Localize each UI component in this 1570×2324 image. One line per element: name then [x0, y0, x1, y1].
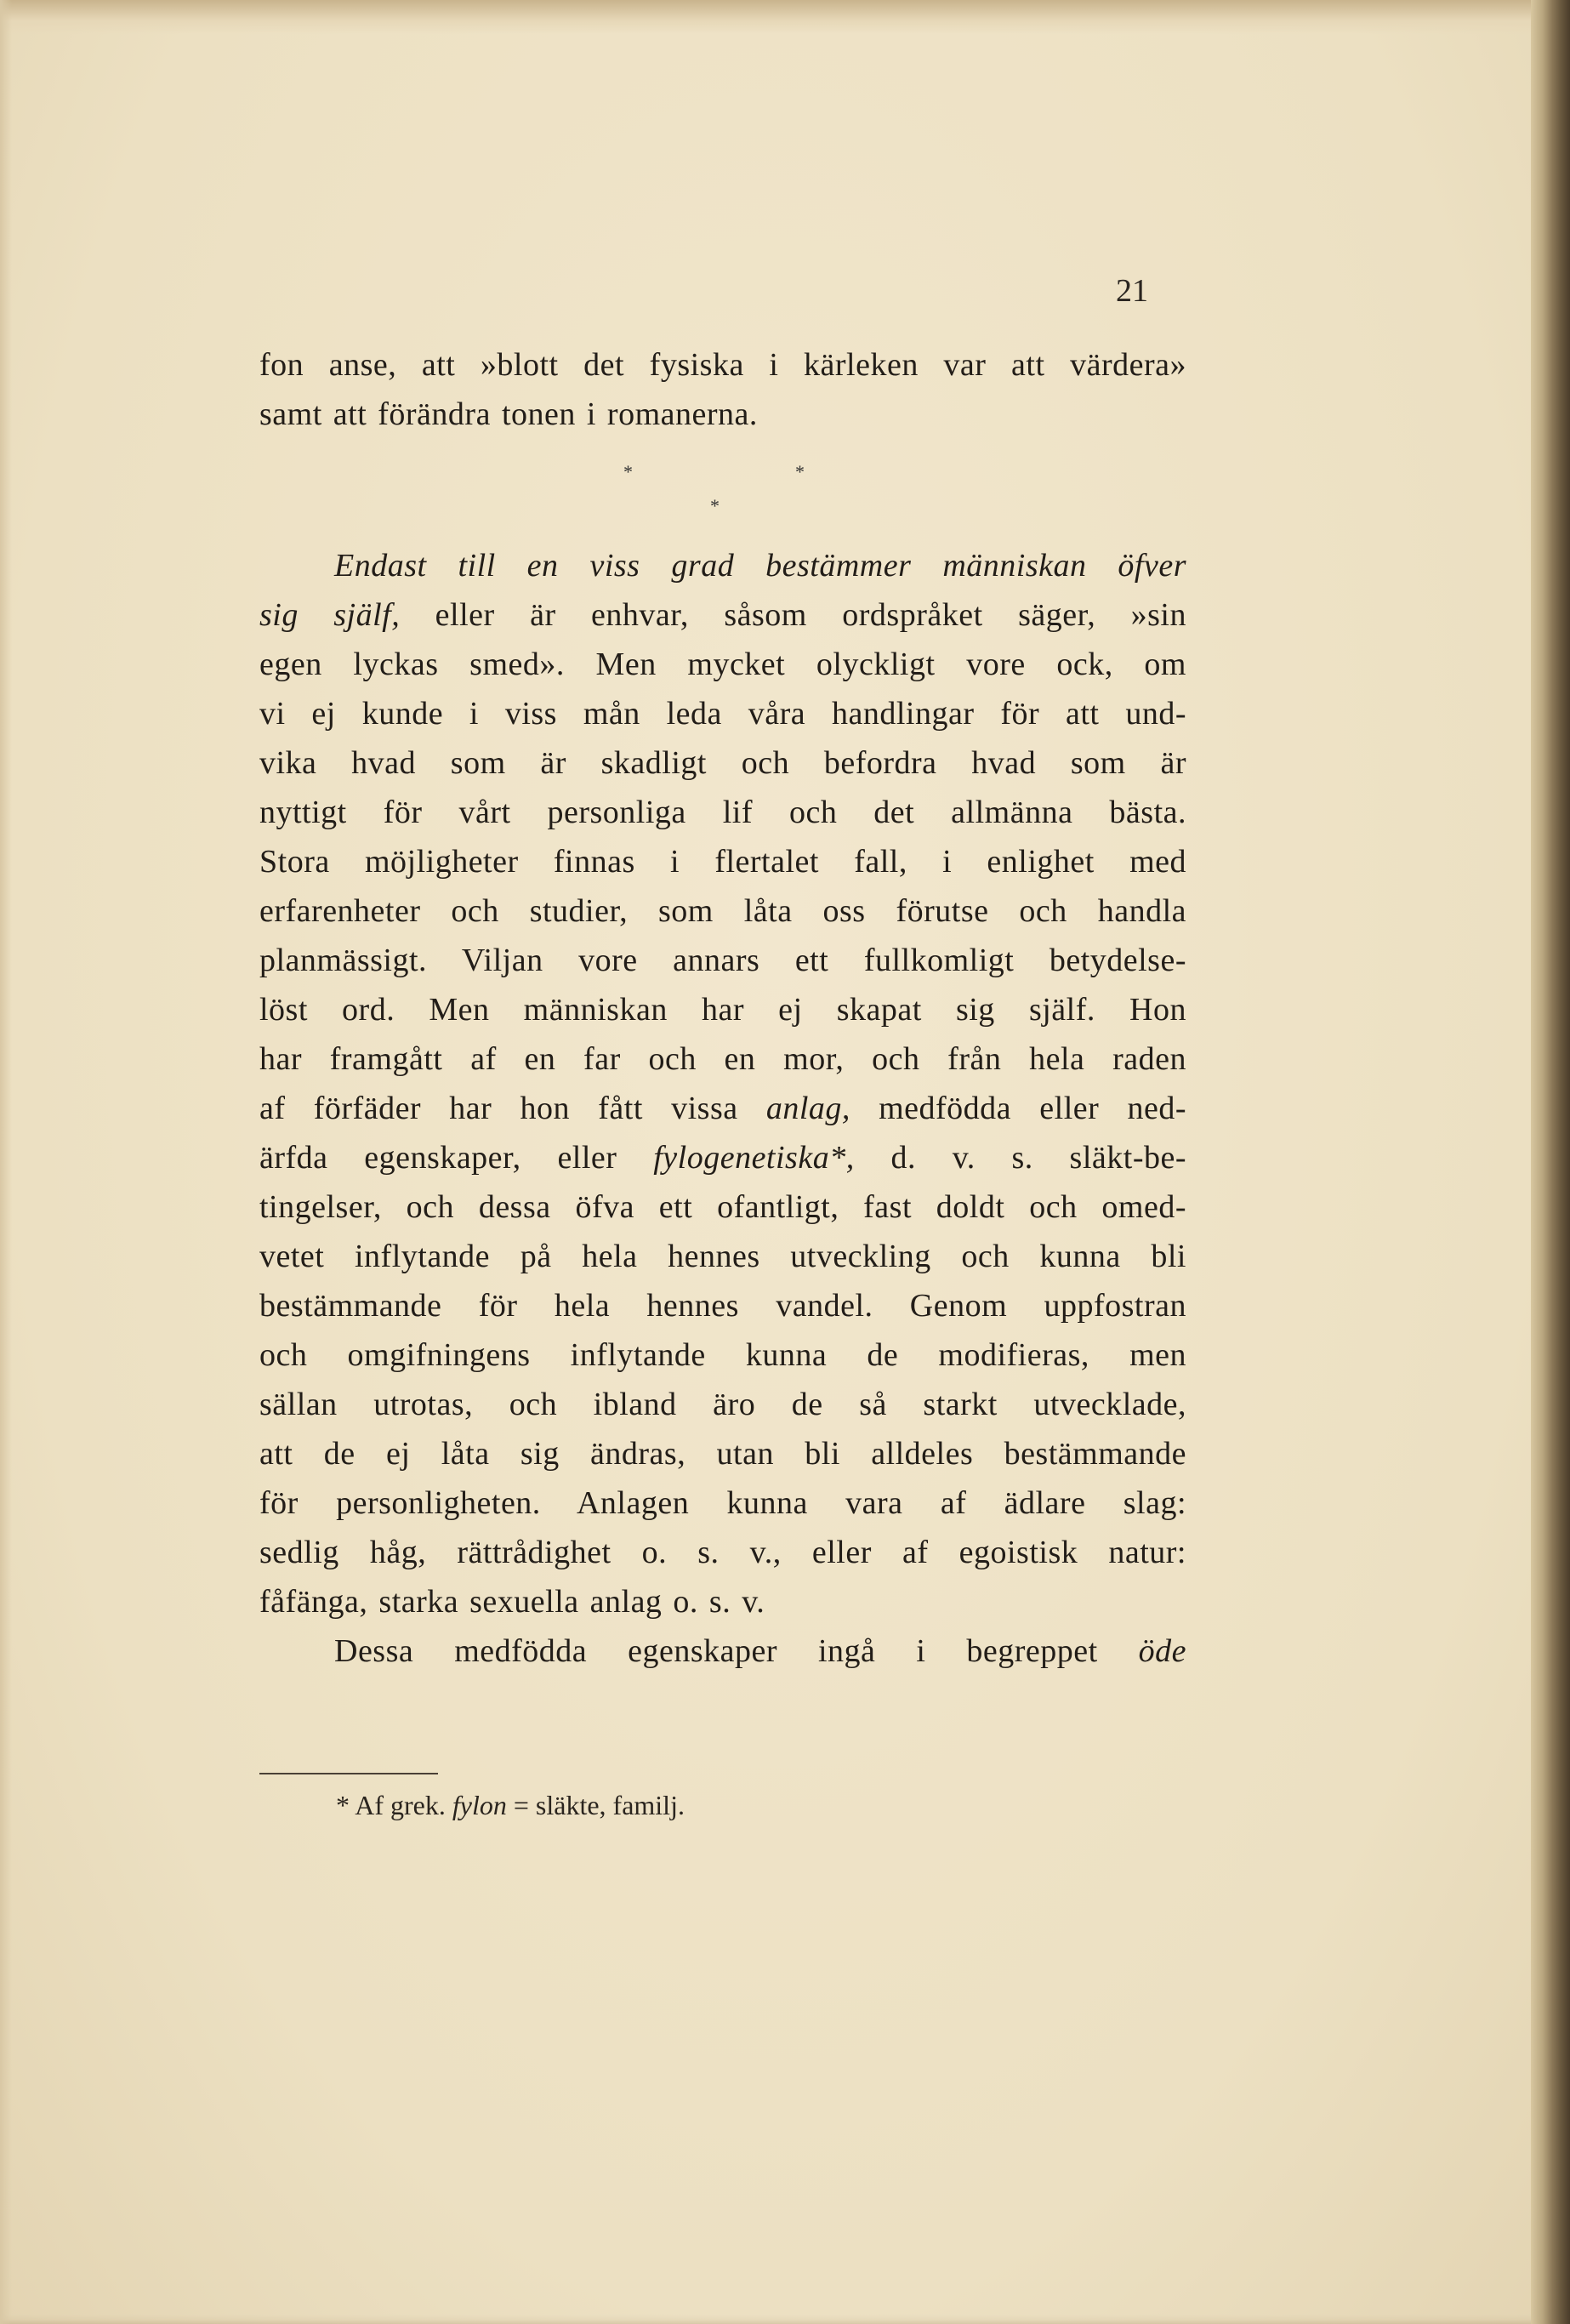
separator-asterisk: *: [795, 461, 805, 482]
plain-text: eller är enhvar, såsom ordspråket säger, »sin: [400, 597, 1186, 633]
emphasis-text: öde: [1138, 1633, 1186, 1669]
footnote-mark: *: [336, 1790, 350, 1820]
text-line: vika hvad som är skadligt och befordra hvad som är: [259, 745, 1186, 781]
text-line: egen lyckas smed». Men mycket olyckligt vore ock, om: [259, 647, 1186, 682]
footnote: [336, 1790, 685, 1821]
plain-text: d. v. s. släkt-be-: [854, 1140, 1187, 1176]
plain-text: ärfda egenskaper, eller: [259, 1140, 654, 1176]
text-line: planmässigt. Viljan vore annars ett fullkomligt betydelse-: [259, 943, 1186, 978]
text-line: tingelser, och dessa öfva ett ofantligt, fast doldt och omed-: [259, 1189, 1186, 1225]
plain-text: medfödda eller ned-: [850, 1091, 1187, 1126]
book-edge: [1531, 0, 1570, 2324]
text-line: fåfänga, starka sexuella anlag o. s. v.: [259, 1584, 765, 1620]
separator-asterisk: *: [623, 461, 634, 482]
page-top-edge: [0, 0, 1548, 34]
footnote-emphasis: fylon: [452, 1790, 507, 1820]
text-line: att de ej låta sig ändras, utan bli alldeles bestämmande: [259, 1436, 1186, 1472]
footnote-text: Af grek.: [350, 1790, 452, 1820]
text-line: löst ord. Men människan har ej skapat sig själf. Hon: [259, 992, 1186, 1028]
page-number: 21: [1116, 273, 1148, 309]
text-line: vetet inflytande på hela hennes utveckling och kunna bli: [259, 1239, 1186, 1274]
plain-text: af förfäder har hon fått vissa: [259, 1091, 766, 1126]
emphasis-text: sig själf,: [259, 597, 401, 633]
text-line: vi ej kunde i viss mån leda våra handlingar för att und-: [259, 696, 1186, 732]
text-line: och omgifningens inflytande kunna de modifieras, men: [259, 1337, 1186, 1373]
text-line: bestämmande för hela hennes vandel. Genom uppfostran: [259, 1288, 1186, 1324]
footnote-text: = släkte, familj.: [506, 1790, 685, 1820]
text-line: erfarenheter och studier, som låta oss förutse och handla: [259, 893, 1186, 929]
text-line: har framgått af en far och en mor, och från hela raden: [259, 1041, 1186, 1077]
emphasis-text: fylogenetiska*,: [653, 1140, 855, 1176]
body-text: [259, 340, 1186, 1676]
text-line: Stora möjligheter finnas i flertalet fall, i enlighet med: [259, 844, 1186, 880]
plain-text: Dessa medfödda egenskaper ingå i begreppet: [334, 1633, 1139, 1669]
text-line: fon anse, att »blott det fysiska i kärleken var att värdera»: [259, 347, 1186, 383]
text-line: sedlig håg, rättrådighet o. s. v., eller af egoistisk natur:: [259, 1535, 1186, 1570]
text-line: samt att förändra tonen i romanerna.: [259, 396, 758, 432]
emphasis-text: Endast till en viss grad bestämmer människan öfver: [334, 548, 1186, 584]
separator-asterisk: *: [710, 495, 720, 516]
footnote-rule: [259, 1773, 438, 1774]
text-line: [259, 590, 1186, 640]
text-line: sällan utrotas, och ibland äro de så starkt utvecklade,: [259, 1387, 1186, 1422]
text-line: [259, 1084, 1186, 1133]
page-left-edge: [0, 0, 12, 2324]
text-line: [259, 1626, 1186, 1676]
text-line: [259, 1133, 1186, 1182]
section-separator: [259, 439, 1186, 541]
text-line: nyttigt för vårt personliga lif och det allmänna bästa.: [259, 795, 1186, 830]
text-line: [259, 541, 1186, 590]
emphasis-text: anlag,: [765, 1091, 850, 1126]
text-line: för personligheten. Anlagen kunna vara af ädlare slag:: [259, 1485, 1186, 1521]
